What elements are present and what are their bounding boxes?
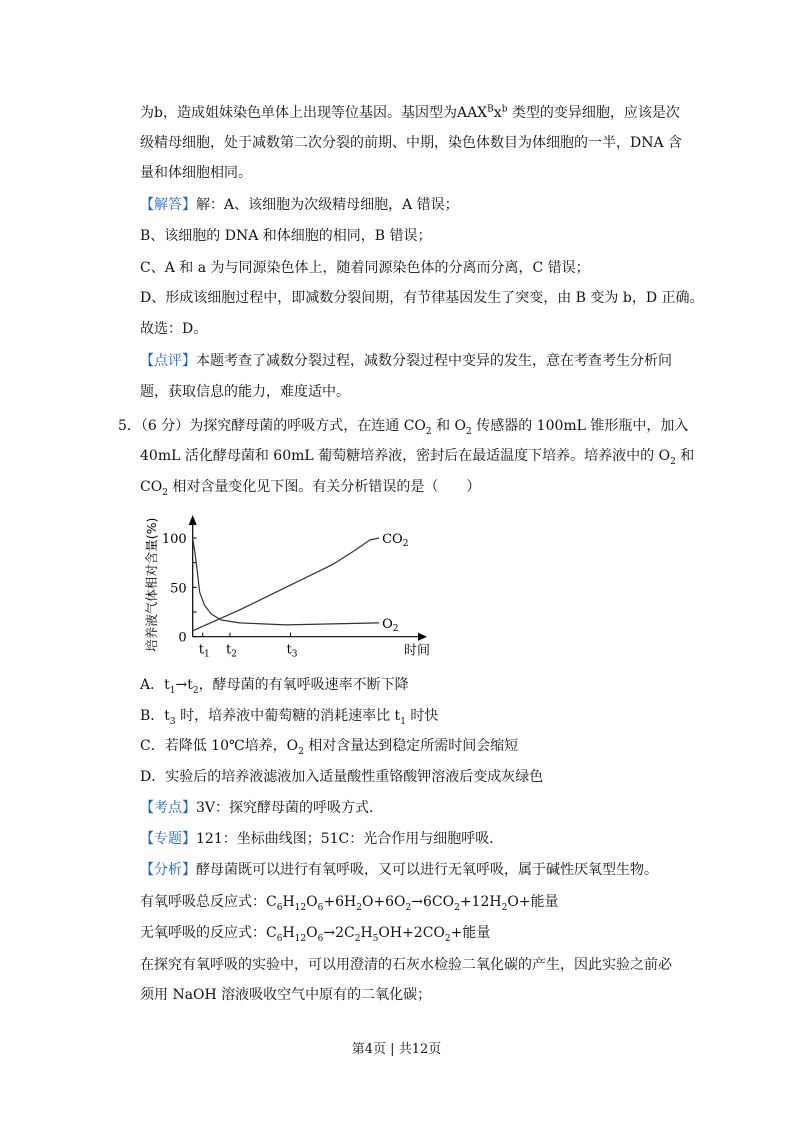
text-run: H (282, 894, 295, 910)
y-tick-label: 0 (178, 630, 187, 646)
subscript: 6 (276, 902, 283, 913)
section-tag: 【分析】 (140, 862, 196, 878)
text-run: 解：A、该细胞为次级精母细胞，A 错误； (196, 197, 459, 213)
text-run: B．t (140, 708, 170, 724)
x-tick-label: $t_3$ (286, 642, 298, 660)
subscript: 2 (454, 902, 460, 913)
text-run: H (360, 925, 373, 941)
text-line (140, 986, 431, 1004)
text-run: 无氧呼吸的反应式：C (140, 925, 277, 941)
subscript: 5 (372, 933, 379, 944)
subscript: 1 (400, 716, 406, 727)
text-run: 量和体细胞相同。 (140, 165, 252, 181)
text-run: 本题考查了减数分裂过程，减数分裂过程中变异的发生，意在考查考生分析问 (196, 353, 672, 369)
text-run: 相对含量达到稳定所需时间会缩短 (303, 738, 519, 754)
x-tick-label: $t_2$ (225, 642, 237, 660)
text-run: 须用 NaOH 溶液吸收空气中原有的二氧化碳； (140, 987, 432, 1003)
x-tick-label: $t_1$ (198, 642, 210, 660)
text-line (140, 134, 682, 152)
text-run: 故选：D。 (140, 321, 208, 337)
text-run: D、形成该细胞过程中，即减数分裂间期，有节律基因发生了突变，由 B 变为 b，D 正确。 (140, 290, 704, 306)
text-run: 时，培养液中葡萄糖的消耗速率比 t (175, 708, 401, 724)
text-run: 时快 (405, 708, 439, 724)
text-run: O (306, 894, 318, 910)
text-run: 题，获取信息的能力，难度适中。 (140, 384, 350, 400)
text-run: →6CO (411, 894, 455, 910)
subscript: 3 (169, 716, 176, 727)
text-line (140, 861, 658, 879)
text-run: B、该细胞的 DNA 和体细胞的相同，B 错误； (140, 228, 432, 244)
subscript: 2 (192, 685, 199, 696)
text-line (140, 478, 480, 496)
text-run: 和 (675, 448, 695, 464)
text-run: CO (140, 479, 163, 495)
text-line (140, 799, 383, 817)
text-line (140, 289, 704, 307)
text-line (140, 447, 694, 465)
text-line (140, 104, 680, 122)
text-run: 在探究有氧呼吸的实验中，可以用澄清的石灰水检验二氧化碳的产生，因此实验之前必 (140, 957, 672, 973)
page-footer (0, 1038, 793, 1057)
superscript: b (501, 104, 508, 115)
text-line (140, 737, 518, 755)
text-run: 5．（6 分）为探究酵母菌的呼吸方式，在连通 CO (118, 418, 426, 434)
section-tag: 【考点】 (140, 800, 196, 816)
footer-separator: | (390, 1042, 395, 1057)
text-line (140, 768, 543, 786)
page-total: 共12页 (398, 1042, 442, 1057)
text-line (140, 352, 672, 370)
section-tag: 【解答】 (140, 197, 196, 213)
y-axis-label: 培养液气体相对含量(%) (144, 517, 159, 652)
text-run: O (306, 925, 318, 941)
text-line (140, 227, 432, 245)
subscript: 2 (356, 902, 362, 913)
subscript: 6 (276, 933, 283, 944)
text-run: 相对含量变化见下图。有关分析错误的是（ ） (167, 479, 481, 495)
subscript: 2 (354, 933, 361, 944)
page-number: 第4页 (351, 1042, 387, 1057)
x-axis-label: 时间 (403, 643, 430, 659)
series-line-o2 (193, 538, 379, 625)
text-line (140, 707, 438, 725)
text-run: 3V：探究酵母菌的呼吸方式． (196, 800, 384, 816)
text-line (140, 893, 559, 911)
subscript: 12 (294, 933, 307, 944)
subscript: 2 (405, 902, 412, 913)
gas-content-chart (130, 505, 440, 665)
y-tick-label: 100 (161, 532, 187, 547)
text-line (140, 830, 503, 848)
subscript: 2 (425, 426, 432, 437)
text-line (118, 417, 688, 435)
text-run: C、A 和 a 为与同源染色体上，随着同源染色体的分离而分离，C 错误； (140, 260, 590, 276)
text-run: 级精母细胞，处于减数第二次分裂的前期、中期，染色体数目为体细胞的一半，DNA 含 (140, 135, 683, 151)
text-run: 类型的变异细胞，应该是次 (507, 105, 680, 121)
subscript: 2 (466, 426, 472, 437)
text-run: x (493, 105, 502, 121)
text-line (140, 196, 459, 214)
text-run: A．t (140, 677, 170, 693)
text-run: 酵母菌既可以进行有氧呼吸，又可以进行无氧呼吸，属于碱性厌氧型生物。 (196, 862, 658, 878)
text-run: 传感器的 100mL 锥形瓶中，加入 (471, 418, 689, 434)
subscript: 2 (298, 746, 304, 757)
subscript: 2 (501, 902, 508, 913)
subscript: 2 (162, 487, 168, 498)
x-axis-arrow-icon (418, 633, 427, 641)
text-run: 121：坐标曲线图；51C：光合作用与细胞呼吸． (196, 831, 504, 847)
text-run: +6H (323, 894, 357, 910)
text-line (140, 676, 409, 694)
text-line (140, 924, 490, 942)
subscript: 1 (169, 685, 176, 696)
text-run: O+6O (361, 894, 406, 910)
text-run: C．若降低 10℃培养，O (140, 738, 299, 754)
text-line (140, 320, 207, 338)
text-run: H (282, 925, 295, 941)
text-line (140, 259, 590, 277)
text-run: 40mL 活化酵母菌和 60mL 葡萄糖培养液，密封后在最适温度下培养。培养液中的 O (140, 448, 671, 464)
text-run: +12H (459, 894, 502, 910)
subscript: 2 (670, 456, 676, 467)
text-line (140, 164, 252, 182)
text-run: D．实验后的培养液滤液加入适量酸性重铬酸钾溶液后变成灰绿色 (140, 769, 544, 785)
subscript: 12 (294, 902, 307, 913)
text-run: ，酵母菌的有氧呼吸速率不断下降 (198, 677, 409, 693)
series-line-co2 (193, 538, 379, 631)
y-axis-arrow-icon (189, 515, 197, 525)
series-label: $CO_2$ (382, 532, 409, 549)
text-run: →t (175, 677, 193, 693)
text-run: 有氧呼吸总反应式：C (140, 894, 277, 910)
text-run: O+能量 (507, 894, 559, 910)
text-run: 和 O (431, 418, 467, 434)
section-tag: 【专题】 (140, 831, 196, 847)
subscript: 6 (317, 933, 324, 944)
subscript: 2 (444, 933, 451, 944)
text-run: OH+2CO (378, 925, 445, 941)
superscript: B (487, 104, 494, 115)
text-line (140, 956, 672, 974)
subscript: 6 (317, 902, 324, 913)
section-tag: 【点评】 (140, 353, 196, 369)
text-run: +能量 (450, 925, 491, 941)
y-tick-label: 50 (170, 581, 187, 597)
text-line (140, 383, 350, 401)
text-run: 为b，造成姐妹染色单体上出现等位基因。基因型为AAX (140, 105, 488, 121)
text-run: →2C (323, 925, 355, 941)
series-label: $O_2$ (382, 616, 399, 634)
